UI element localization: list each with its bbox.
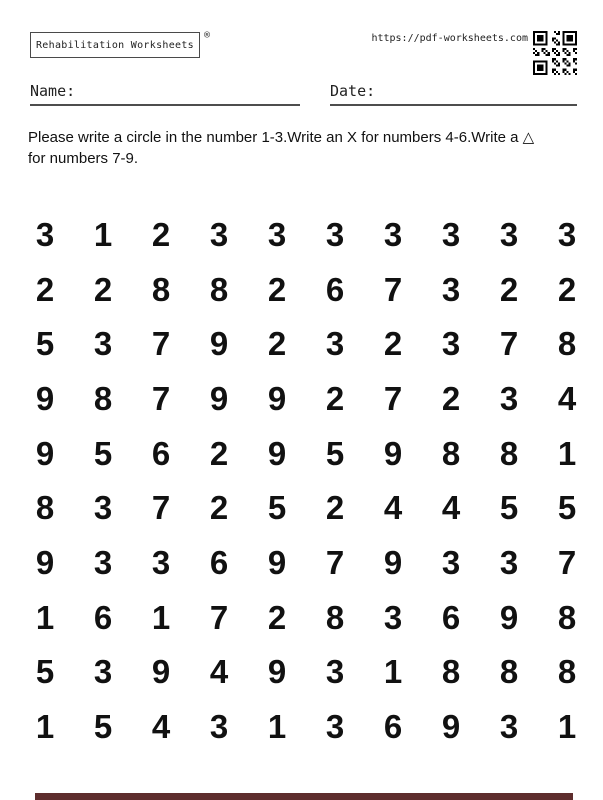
grid-cell: 1 <box>93 215 113 253</box>
grid-cell: 1 <box>557 708 577 746</box>
grid-cell: 3 <box>93 653 113 691</box>
grid-cell: 3 <box>325 653 345 691</box>
grid-cell: 3 <box>209 215 229 253</box>
grid-cell: 3 <box>557 215 577 253</box>
grid-cell: 2 <box>325 379 345 417</box>
grid-cell: 2 <box>267 325 287 363</box>
grid-cell: 9 <box>267 434 287 472</box>
grid-cell: 8 <box>151 270 171 308</box>
grid-cell: 2 <box>267 598 287 636</box>
grid-cell: 2 <box>209 434 229 472</box>
grid-cell: 3 <box>499 379 519 417</box>
grid-cell: 5 <box>35 653 55 691</box>
grid-cell: 3 <box>499 544 519 582</box>
grid-cell: 5 <box>267 489 287 527</box>
grid-cell: 2 <box>325 489 345 527</box>
grid-cell: 8 <box>441 653 461 691</box>
grid-cell: 9 <box>383 544 403 582</box>
grid-cell: 1 <box>383 653 403 691</box>
grid-cell: 4 <box>441 489 461 527</box>
grid-cell: 1 <box>557 434 577 472</box>
grid-cell: 9 <box>267 379 287 417</box>
grid-cell: 1 <box>35 708 55 746</box>
grid-cell: 4 <box>383 489 403 527</box>
grid-cell: 3 <box>383 215 403 253</box>
qr-code <box>533 31 577 75</box>
grid-cell: 3 <box>93 544 113 582</box>
grid-cell: 2 <box>35 270 55 308</box>
grid-cell: 9 <box>383 434 403 472</box>
grid-cell: 5 <box>93 434 113 472</box>
footer-bar <box>35 793 573 800</box>
grid-cell: 7 <box>151 379 171 417</box>
site-url: https://pdf-worksheets.com <box>371 33 528 44</box>
grid-cell: 6 <box>383 708 403 746</box>
grid-cell: 8 <box>209 270 229 308</box>
grid-cell: 8 <box>499 434 519 472</box>
grid-cell: 3 <box>93 325 113 363</box>
grid-cell: 2 <box>93 270 113 308</box>
grid-cell: 3 <box>499 708 519 746</box>
date-label: Date: <box>330 82 376 100</box>
grid-cell: 9 <box>267 653 287 691</box>
grid-cell: 3 <box>325 215 345 253</box>
grid-cell: 3 <box>441 544 461 582</box>
grid-cell: 8 <box>557 653 577 691</box>
registered-trademark-icon: ® <box>204 30 211 41</box>
grid-cell: 3 <box>325 325 345 363</box>
grid-cell: 8 <box>441 434 461 472</box>
grid-cell: 5 <box>325 434 345 472</box>
grid-cell: 1 <box>35 598 55 636</box>
grid-cell: 7 <box>325 544 345 582</box>
date-field <box>330 82 577 106</box>
instruction-line: for numbers 7-9. <box>28 150 139 167</box>
grid-cell: 3 <box>325 708 345 746</box>
grid-cell: 6 <box>93 598 113 636</box>
grid-cell: 7 <box>383 270 403 308</box>
grid-cell: 9 <box>499 598 519 636</box>
grid-cell: 2 <box>151 215 171 253</box>
grid-cell: 4 <box>151 708 171 746</box>
instructions <box>28 127 588 169</box>
page-title: Rehabilitation Worksheets <box>35 39 194 51</box>
grid-cell: 6 <box>209 544 229 582</box>
grid-cell: 1 <box>151 598 171 636</box>
grid-cell: 2 <box>209 489 229 527</box>
grid-cell: 7 <box>557 544 577 582</box>
grid-cell: 3 <box>441 325 461 363</box>
grid-cell: 5 <box>499 489 519 527</box>
grid-cell: 6 <box>441 598 461 636</box>
grid-cell: 8 <box>557 325 577 363</box>
grid-cell: 9 <box>35 544 55 582</box>
grid-cell: 3 <box>151 544 171 582</box>
name-field <box>30 82 300 106</box>
grid-cell: 3 <box>209 708 229 746</box>
grid-cell: 2 <box>499 270 519 308</box>
grid-cell: 3 <box>499 215 519 253</box>
grid-cell: 9 <box>267 544 287 582</box>
grid-cell: 9 <box>209 379 229 417</box>
grid-cell: 3 <box>267 215 287 253</box>
grid-cell: 7 <box>499 325 519 363</box>
grid-cell: 6 <box>325 270 345 308</box>
instruction-line: Please write a circle in the number 1-3.Write an X for numbers 4-6.Write a △ <box>28 129 535 146</box>
grid-cell: 8 <box>499 653 519 691</box>
grid-cell: 4 <box>557 379 577 417</box>
grid-cell: 8 <box>35 489 55 527</box>
grid-cell: 9 <box>209 325 229 363</box>
grid-cell: 2 <box>557 270 577 308</box>
grid-cell: 3 <box>441 270 461 308</box>
grid-cell: 7 <box>151 489 171 527</box>
grid-cell: 7 <box>151 325 171 363</box>
grid-cell: 3 <box>441 215 461 253</box>
grid-cell: 9 <box>35 379 55 417</box>
grid-cell: 1 <box>267 708 287 746</box>
grid-cell: 5 <box>35 325 55 363</box>
grid-cell: 5 <box>93 708 113 746</box>
grid-cell: 4 <box>209 653 229 691</box>
grid-cell: 7 <box>383 379 403 417</box>
grid-cell: 9 <box>35 434 55 472</box>
grid-cell: 3 <box>93 489 113 527</box>
grid-cell: 8 <box>93 379 113 417</box>
name-label: Name: <box>30 82 76 100</box>
grid-cell: 8 <box>325 598 345 636</box>
grid-cell: 2 <box>383 325 403 363</box>
grid-cell: 3 <box>35 215 55 253</box>
grid-cell: 6 <box>151 434 171 472</box>
grid-cell: 8 <box>557 598 577 636</box>
grid-cell: 2 <box>267 270 287 308</box>
title-box <box>30 32 200 58</box>
grid-cell: 5 <box>557 489 577 527</box>
grid-cell: 9 <box>151 653 171 691</box>
grid-cell: 3 <box>383 598 403 636</box>
grid-cell: 9 <box>441 708 461 746</box>
grid-cell: 2 <box>441 379 461 417</box>
grid-cell: 7 <box>209 598 229 636</box>
number-grid <box>16 207 596 754</box>
